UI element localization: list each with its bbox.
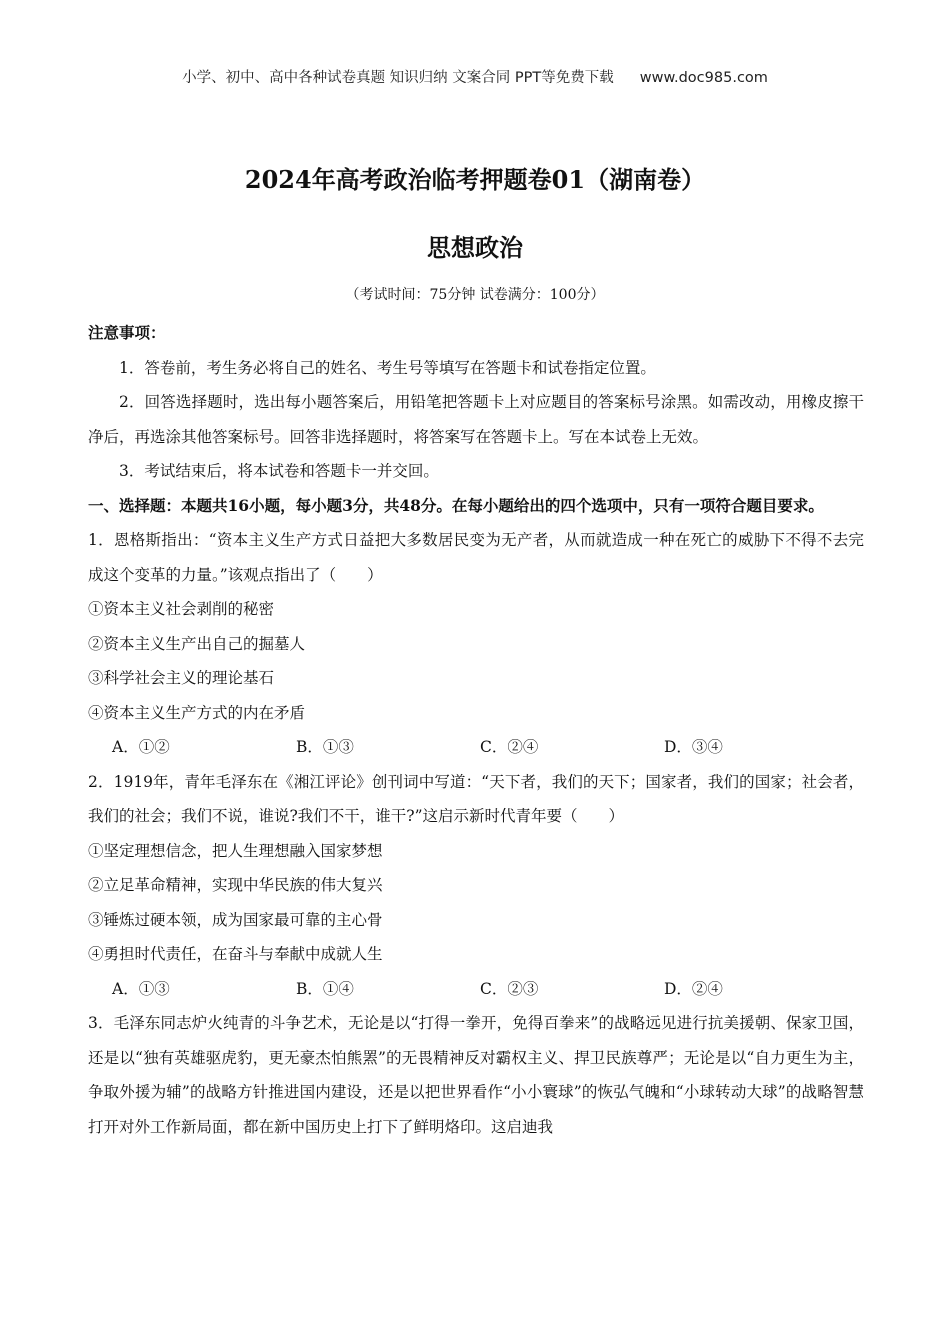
- option-b[interactable]: B．①③: [296, 738, 354, 756]
- option-c[interactable]: C．②④: [480, 738, 539, 756]
- document-body: [88, 316, 864, 1144]
- question-item: ①坚定理想信念，把人生理想融入国家梦想: [88, 841, 383, 860]
- question-item: ④勇担时代责任，在奋斗与奉献中成就人生: [88, 945, 383, 963]
- notice-heading: 注意事项：: [88, 323, 166, 342]
- question-item: ①资本主义社会剥削的秘密: [88, 600, 275, 618]
- site-header-text: 小学、初中、高中各种试卷真题 知识归纳 文案合同 PPT等免费下载: [182, 70, 614, 86]
- exam-info: （考试时间：75分钟 试卷满分：100分）: [345, 287, 605, 303]
- question-stem: 3．毛泽东同志炉火纯青的斗争艺术，无论是以“打得一拳开，免得百拳来”的战略远见进行抗美援朝、保家卫国，还是以“独有英雄驱虎豹，更无豪杰怕熊罴”的无畏精神反对霸权主义、捍卫民族尊严；无论是以“自力更生为主，争取外援为辅”的战略方针推进国内建设，还是以把世界看作“小小寰球”的恢弘气魄和“小球转动大球”的战略智慧打开对外工作新局面，都在新中国历史上打下了鲜明烙印。这启迪我: [88, 1014, 864, 1136]
- section-heading: 一、选择题：本题共16小题，每小题3分，共48分。在每小题给出的四个选项中，只有一项符合题目要求。: [88, 495, 824, 515]
- notice-item: 2．回答选择题时，选出每小题答案后，用铅笔把答题卡上对应题目的答案标号涂黑。如需改动，用橡皮擦干净后，再选涂其他答案标号。回答非选择题时，将答案写在答题卡上。写在本试卷上无效。: [88, 393, 864, 446]
- option-a[interactable]: A．①②: [112, 738, 170, 756]
- question-stem: 2．1919年，青年毛泽东在《湘江评论》创刊词中写道：“天下者，我们的天下；国家者，我们的国家；社会者，我们的社会；我们不说，谁说?我们不干，谁干?”这启示新时代青年要（ ）: [88, 772, 864, 825]
- answer-options: [88, 730, 864, 765]
- option-a[interactable]: A．①③: [112, 979, 170, 998]
- option-d[interactable]: D．③④: [664, 738, 723, 756]
- notice-item: 1．答卷前，考生务必将自己的姓名、考生号等填写在答题卡和试卷指定位置。: [119, 358, 656, 377]
- page-title: 2024年高考政治临考押题卷01（湖南卷）: [244, 165, 706, 194]
- question-stem: 1．恩格斯指出：“资本主义生产方式日益把大多数居民变为无产者，从而就造成一种在死亡的威胁下不得不去完成这个变革的力量。”该观点指出了（ ）: [88, 531, 864, 584]
- page-subtitle: 思想政治: [427, 233, 523, 262]
- site-url-link[interactable]: www.doc985.com: [639, 70, 768, 86]
- question-item: ④资本主义生产方式的内在矛盾: [88, 703, 306, 722]
- question-item: ③科学社会主义的理论基石: [88, 669, 275, 687]
- question-item: ③锤炼过硬本领，成为国家最可靠的主心骨: [88, 910, 383, 929]
- notice-item: 3．考试结束后，将本试卷和答题卡一并交回。: [119, 462, 439, 480]
- question-item: ②立足革命精神，实现中华民族的伟大复兴: [88, 876, 383, 894]
- site-header: [0, 66, 950, 87]
- option-b[interactable]: B．①④: [296, 979, 354, 998]
- option-c[interactable]: C．②③: [480, 979, 539, 998]
- question-item: ②资本主义生产出自己的掘墓人: [88, 634, 306, 653]
- answer-options: [88, 972, 864, 1007]
- option-d[interactable]: D．②④: [664, 979, 723, 998]
